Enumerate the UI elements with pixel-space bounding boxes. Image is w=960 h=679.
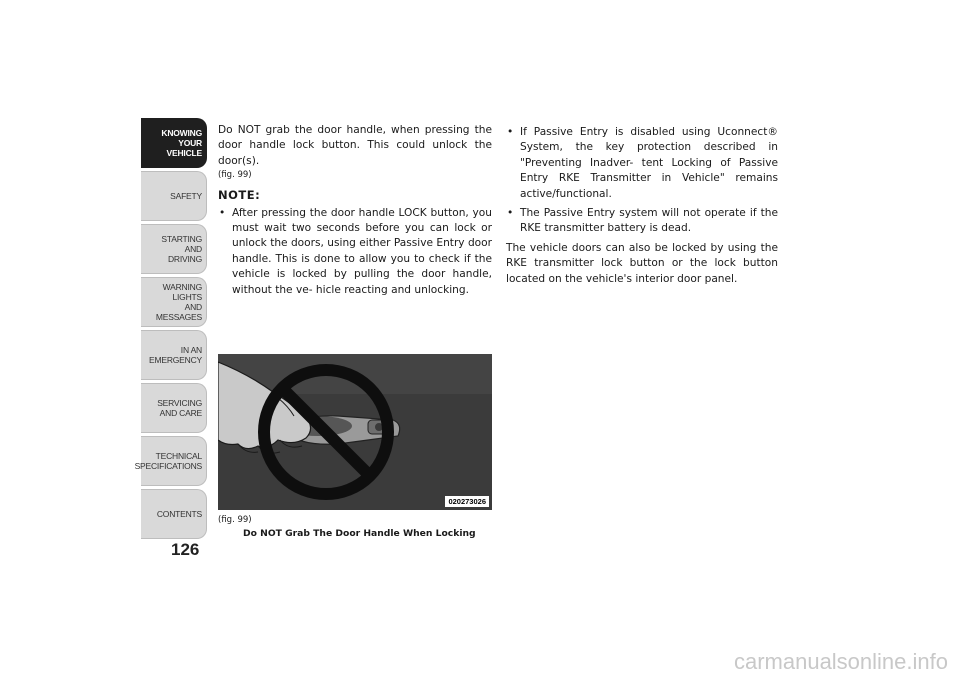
figure-code: 020273026 bbox=[445, 496, 489, 507]
door-handle-figure bbox=[218, 354, 492, 510]
tab-in-an-emergency[interactable]: IN AN EMERGENCY bbox=[141, 330, 207, 380]
door-handle-illustration bbox=[218, 354, 492, 510]
note-heading: NOTE: bbox=[218, 188, 261, 203]
tab-starting-and-driving[interactable]: STARTING AND DRIVING bbox=[141, 224, 207, 274]
tab-knowing-your-vehicle[interactable]: KNOWING YOUR VEHICLE bbox=[141, 118, 207, 168]
left-column bbox=[218, 123, 492, 302]
figure-label: (fig. 99) bbox=[218, 515, 252, 525]
figure-reference: (fig. 99) bbox=[218, 170, 252, 181]
intro-paragraph: Do NOT grab the door handle, when pressing the door handle lock button. This could unlock the door(s). bbox=[218, 124, 492, 167]
watermark: carmanualsonline.info bbox=[733, 649, 948, 674]
note-bullet: • After pressing the door handle LOCK button, you must wait two seconds before you can lock or unlock the doors, using either Passive Entry door handle. This is done to allow you to check if the vehicle is locked by pulling the door handle, without the ve- hicle reacting and unlocking. bbox=[218, 206, 492, 298]
info-bullet: • If Passive Entry is disabled using Uconnect® System, the key protection described in "Preventing Inadver- tent Locking of Passive Entry RKE Transmitter in Vehicle" remains active/functional. bbox=[506, 125, 778, 202]
tab-technical-specifications[interactable]: TECHNICAL SPECIFICATIONS bbox=[141, 436, 207, 486]
note-list bbox=[218, 206, 492, 298]
locking-paragraph: The vehicle doors can also be locked by using the RKE transmitter lock button or the lock button located on the vehicle's interior door panel. bbox=[506, 241, 778, 285]
info-list bbox=[506, 125, 778, 237]
right-column bbox=[506, 123, 778, 287]
figure-caption: Do NOT Grab The Door Handle When Locking bbox=[243, 528, 476, 539]
tab-safety[interactable]: SAFETY bbox=[141, 171, 207, 221]
tab-servicing-and-care[interactable]: SERVICING AND CARE bbox=[141, 383, 207, 433]
tab-warning-lights[interactable]: WARNING LIGHTS AND MESSAGES bbox=[141, 277, 207, 327]
info-bullet: • The Passive Entry system will not operate if the RKE transmitter battery is dead. bbox=[506, 206, 778, 237]
tab-contents[interactable]: CONTENTS bbox=[141, 489, 207, 539]
page-number: 126 bbox=[171, 540, 200, 559]
